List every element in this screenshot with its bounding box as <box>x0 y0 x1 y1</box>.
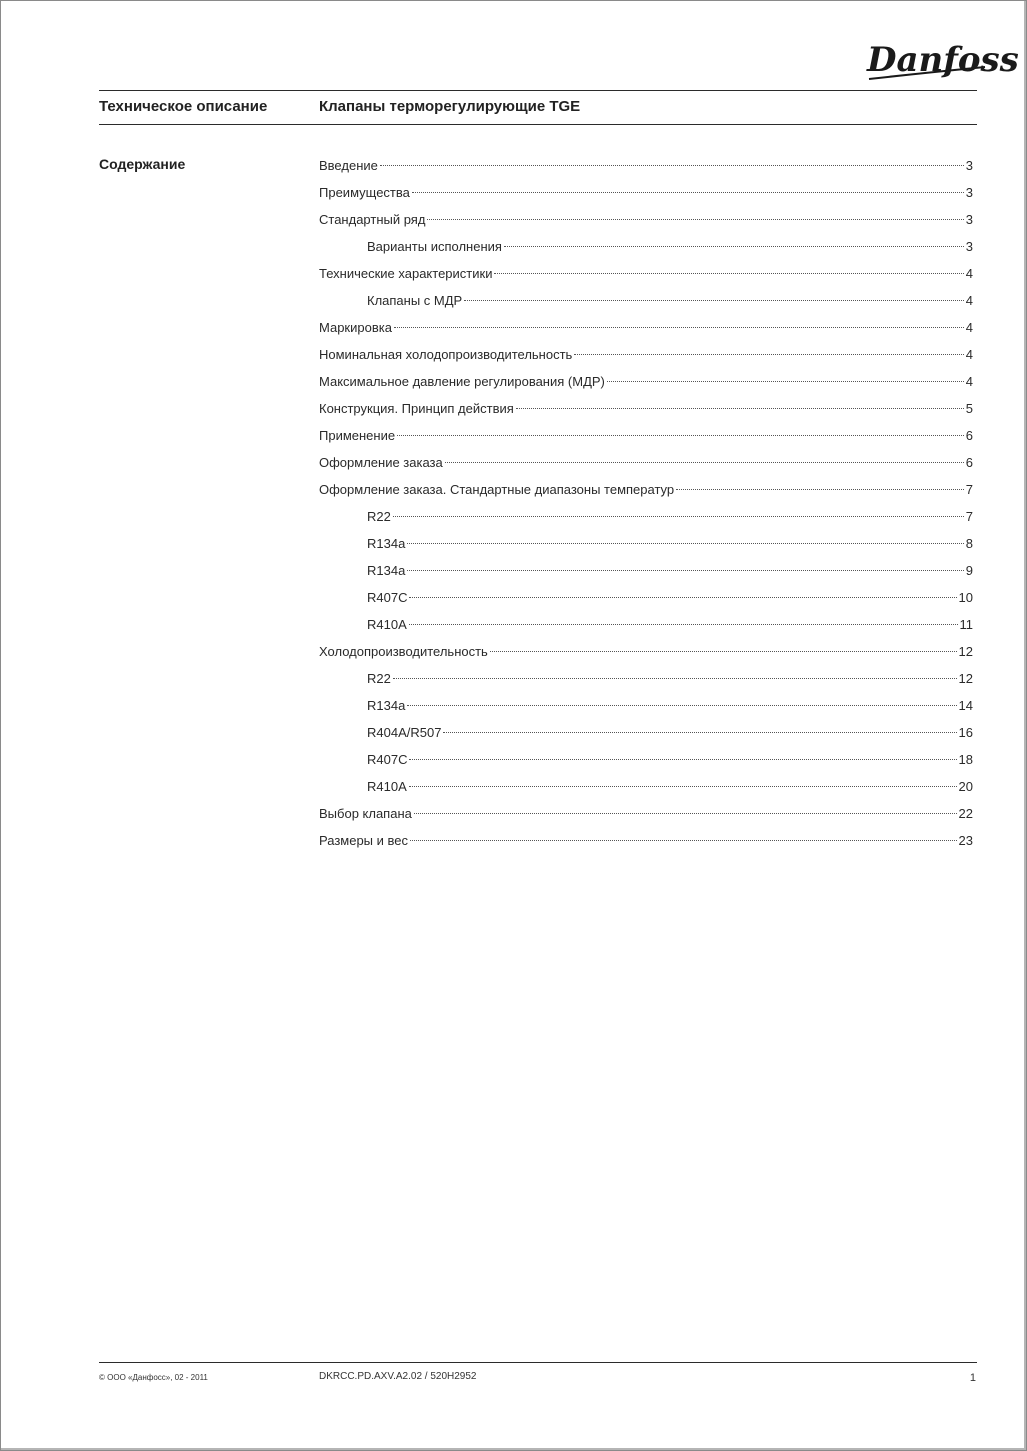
toc-entry[interactable] <box>319 692 973 719</box>
toc-entry-page: 16 <box>958 725 973 740</box>
toc-leader-dots <box>410 840 957 841</box>
toc-entry-title: R410A <box>367 779 407 794</box>
toc-entry-page: 22 <box>958 806 973 821</box>
toc-leader-dots <box>407 705 956 706</box>
toc-leader-dots <box>607 381 964 382</box>
toc-entry-title: R134a <box>367 536 406 551</box>
toc-entry-page: 7 <box>965 482 973 497</box>
toc-entry-title: Варианты исполнения <box>367 239 502 254</box>
toc-leader-dots <box>407 570 963 571</box>
doc-type: Техническое описание <box>99 98 268 115</box>
toc-entry-title: Технические характеристики <box>319 266 493 281</box>
toc-leader-dots <box>409 786 957 787</box>
toc-entry[interactable] <box>319 206 973 233</box>
footer-copyright: © ООО «Данфосс», 02 - 2011 <box>99 1373 208 1382</box>
toc-entry[interactable] <box>319 449 973 476</box>
toc-entry-title: R404A/R507 <box>367 725 442 740</box>
toc-leader-dots <box>574 354 963 355</box>
toc-entry-title: Максимальное давление регулирования (МДР) <box>319 374 605 389</box>
toc-entry-page: 3 <box>965 158 973 173</box>
toc-entry[interactable] <box>319 152 973 179</box>
toc-leader-dots <box>397 435 964 436</box>
logo-wordmark: Danfoss <box>867 40 1019 80</box>
toc-leader-dots <box>443 732 956 733</box>
toc-entry-page: 20 <box>958 779 973 794</box>
toc-entry-page: 4 <box>965 266 973 281</box>
toc-leader-dots <box>380 165 964 166</box>
toc-entry-page: 18 <box>958 752 973 767</box>
danfoss-logo <box>863 31 1019 91</box>
toc-entry-title: Выбор клапана <box>319 806 412 821</box>
toc-entry-page: 7 <box>965 509 973 524</box>
footer-doc-code: DKRCC.PD.AXV.A2.02 / 520H2952 <box>319 1371 477 1382</box>
toc-entry[interactable] <box>319 638 973 665</box>
toc-entry-page: 6 <box>965 455 973 470</box>
toc-entry[interactable] <box>319 530 973 557</box>
toc-entry-title: R410A <box>367 617 407 632</box>
toc-leader-dots <box>393 516 964 517</box>
toc-entry-title: Введение <box>319 158 378 173</box>
toc-entry-title: Применение <box>319 428 396 443</box>
toc-leader-dots <box>407 543 963 544</box>
toc-entry-page: 3 <box>965 185 973 200</box>
footer-page-number: 1 <box>969 1372 976 1384</box>
toc-entry[interactable] <box>319 800 973 827</box>
toc-entry-title: R22 <box>367 671 391 686</box>
table-of-contents <box>319 152 973 854</box>
toc-leader-dots <box>427 219 963 220</box>
toc-entry-page: 3 <box>965 212 973 227</box>
toc-entry-page: 4 <box>965 347 973 362</box>
toc-entry-page: 9 <box>965 563 973 578</box>
toc-leader-dots <box>504 246 964 247</box>
toc-leader-dots <box>409 759 956 760</box>
toc-entry-page: 3 <box>965 239 973 254</box>
toc-leader-dots <box>445 462 964 463</box>
toc-entry-title: Размеры и вес <box>319 833 409 848</box>
toc-entry-page: 11 <box>959 617 973 632</box>
toc-entry-title: Маркировка <box>319 320 392 335</box>
toc-entry-page: 4 <box>965 293 973 308</box>
toc-entry[interactable] <box>319 233 973 260</box>
toc-entry[interactable] <box>319 827 973 854</box>
toc-entry-title: R134a <box>367 698 406 713</box>
toc-entry-page: 12 <box>958 644 973 659</box>
toc-entry-title: Оформление заказа <box>319 455 443 470</box>
toc-entry-page: 6 <box>965 428 973 443</box>
toc-entry-title: Клапаны с МДР <box>367 293 463 308</box>
toc-leader-dots <box>414 813 957 814</box>
toc-entry-page: 4 <box>965 320 973 335</box>
toc-leader-dots <box>393 678 957 679</box>
toc-entry[interactable] <box>319 476 973 503</box>
toc-leader-dots <box>516 408 964 409</box>
toc-entry-page: 10 <box>958 590 973 605</box>
toc-entry[interactable] <box>319 503 973 530</box>
toc-entry[interactable] <box>319 611 973 638</box>
toc-entry[interactable] <box>319 179 973 206</box>
toc-entry-title: R407C <box>367 752 408 767</box>
toc-entry-page: 4 <box>965 374 973 389</box>
toc-entry[interactable] <box>319 557 973 584</box>
header-rule-bottom <box>99 124 977 125</box>
toc-leader-dots <box>412 192 964 193</box>
doc-title: Клапаны терморегулирующие TGE <box>319 98 581 115</box>
toc-entry-page: 8 <box>965 536 973 551</box>
toc-heading: Содержание <box>99 156 186 172</box>
toc-entry-title: R134a <box>367 563 406 578</box>
toc-entry-page: 23 <box>958 833 973 848</box>
toc-entry[interactable] <box>319 665 973 692</box>
toc-entry[interactable] <box>319 314 973 341</box>
toc-entry[interactable] <box>319 746 973 773</box>
toc-entry[interactable] <box>319 773 973 800</box>
toc-entry[interactable] <box>319 422 973 449</box>
toc-entry-title: Стандартный ряд <box>319 212 426 227</box>
toc-entry[interactable] <box>319 395 973 422</box>
toc-entry-title: R22 <box>367 509 391 524</box>
toc-entry[interactable] <box>319 368 973 395</box>
toc-leader-dots <box>409 624 958 625</box>
toc-leader-dots <box>394 327 964 328</box>
toc-entry-title: Номинальная холодопроизводительность <box>319 347 573 362</box>
header-rule-top <box>99 90 977 91</box>
toc-leader-dots <box>464 300 964 301</box>
toc-leader-dots <box>494 273 963 274</box>
toc-entry[interactable] <box>319 287 973 314</box>
toc-entry-title: Преимущества <box>319 185 410 200</box>
footer-rule <box>99 1362 977 1363</box>
toc-entry[interactable] <box>319 260 973 287</box>
toc-entry-page: 5 <box>965 401 973 416</box>
toc-entry-title: R407C <box>367 590 408 605</box>
toc-entry-title: Оформление заказа. Стандартные диапазоны температур <box>319 482 675 497</box>
toc-entry[interactable] <box>319 584 973 611</box>
toc-leader-dots <box>409 597 956 598</box>
toc-entry[interactable] <box>319 341 973 368</box>
toc-leader-dots <box>490 651 957 652</box>
toc-entry[interactable] <box>319 719 973 746</box>
toc-entry-title: Конструкция. Принцип действия <box>319 401 514 416</box>
toc-leader-dots <box>676 489 964 490</box>
toc-entry-page: 12 <box>958 671 973 686</box>
toc-entry-page: 14 <box>958 698 973 713</box>
toc-entry-title: Холодопроизводительность <box>319 644 488 659</box>
